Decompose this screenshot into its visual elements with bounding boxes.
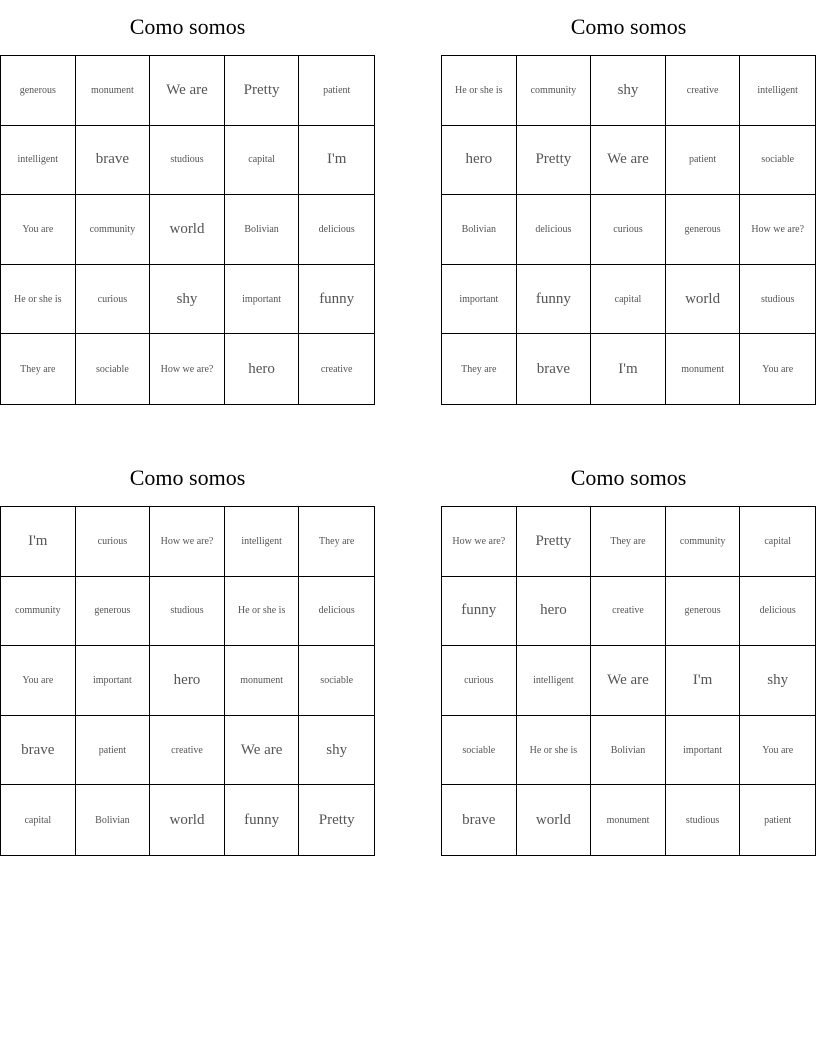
bingo-cell: delicious bbox=[517, 195, 592, 265]
bingo-cell: creative bbox=[320, 363, 353, 375]
bingo-cell: How we are? bbox=[442, 507, 517, 577]
bingo-cell: delicious bbox=[299, 195, 374, 265]
bingo-cell: patient bbox=[299, 56, 374, 126]
bingo-cell: creative bbox=[666, 56, 741, 126]
bingo-cell: world bbox=[517, 785, 592, 855]
bingo-cell: patient bbox=[666, 126, 741, 196]
bingo-cell: important bbox=[442, 265, 517, 335]
bingo-cell: funny bbox=[442, 577, 517, 647]
bingo-grid bbox=[0, 506, 375, 856]
bingo-cell: intelligent bbox=[1, 126, 76, 196]
bingo-cell: We are bbox=[225, 716, 300, 786]
bingo-cell: We are bbox=[591, 646, 666, 716]
bingo-cell: community bbox=[517, 56, 592, 126]
bingo-cell: He or she is bbox=[225, 577, 300, 647]
bingo-cell: capital bbox=[1, 785, 76, 855]
bingo-cell: brave bbox=[76, 126, 151, 196]
bingo-cell: patient bbox=[764, 814, 792, 826]
bingo-cell: How we are? bbox=[150, 507, 225, 577]
bingo-cell: funny bbox=[299, 265, 374, 335]
bingo-cell: capital bbox=[740, 507, 815, 577]
bingo-cell: brave bbox=[517, 334, 592, 404]
bingo-cell: hero bbox=[150, 646, 225, 716]
bingo-cell: You are bbox=[1, 195, 76, 265]
bingo-cell: patient bbox=[76, 716, 151, 786]
bingo-cell: monument bbox=[666, 334, 741, 404]
bingo-cell: funny bbox=[225, 785, 300, 855]
bingo-cell: They are bbox=[299, 507, 374, 577]
bingo-grid bbox=[0, 55, 375, 405]
bingo-cell: community bbox=[76, 195, 151, 265]
bingo-cell: important bbox=[666, 716, 741, 786]
bingo-cell: community bbox=[666, 507, 741, 577]
bingo-cell: curious bbox=[442, 646, 517, 716]
bingo-cell: funny bbox=[517, 265, 592, 335]
bingo-cell: curious bbox=[76, 507, 151, 577]
bingo-cell: We are bbox=[150, 56, 225, 126]
bingo-cell: intelligent bbox=[740, 56, 815, 126]
bingo-cell: community bbox=[1, 577, 76, 647]
bingo-cell: Pretty bbox=[225, 56, 300, 126]
bingo-cell: brave bbox=[442, 785, 517, 855]
bingo-cell: generous bbox=[666, 577, 741, 647]
bingo-cell: You are bbox=[1, 646, 76, 716]
bingo-cell: You are bbox=[740, 716, 815, 786]
bingo-cell: hero bbox=[225, 334, 300, 404]
card-title: Como somos bbox=[570, 465, 687, 490]
bingo-cell: delicious bbox=[299, 577, 374, 647]
bingo-cell: monument bbox=[591, 785, 666, 855]
bingo-cell: shy bbox=[150, 265, 225, 335]
bingo-grid bbox=[441, 506, 816, 856]
bingo-cell: How we are? bbox=[150, 334, 225, 404]
bingo-cell: studious bbox=[150, 126, 225, 196]
bingo-cell: I'm bbox=[1, 507, 76, 577]
bingo-cell: world bbox=[150, 785, 225, 855]
bingo-cell: He or she is bbox=[442, 56, 517, 126]
bingo-cell: shy bbox=[591, 56, 666, 126]
bingo-cell: They are bbox=[1, 334, 76, 404]
bingo-cell: They are bbox=[442, 334, 517, 404]
bingo-cell: shy bbox=[299, 716, 374, 786]
bingo-cell: sociable bbox=[76, 334, 151, 404]
bingo-cell: Bolivian bbox=[442, 195, 517, 265]
bingo-cell: They are bbox=[591, 507, 666, 577]
card-title: Como somos bbox=[570, 14, 687, 39]
bingo-cell: Pretty bbox=[318, 811, 355, 828]
bingo-cell: intelligent bbox=[517, 646, 592, 716]
bingo-cell: intelligent bbox=[225, 507, 300, 577]
bingo-cell: monument bbox=[225, 646, 300, 716]
bingo-cell: studious bbox=[740, 265, 815, 335]
bingo-cell: You are bbox=[762, 363, 794, 375]
bingo-cell: He or she is bbox=[517, 716, 592, 786]
bingo-cell: important bbox=[225, 265, 300, 335]
bingo-cell: sociable bbox=[740, 126, 815, 196]
bingo-cell: sociable bbox=[442, 716, 517, 786]
bingo-cell: studious bbox=[666, 785, 741, 855]
bingo-cell: brave bbox=[1, 716, 76, 786]
bingo-cell: generous bbox=[666, 195, 741, 265]
bingo-cell: hero bbox=[517, 577, 592, 647]
bingo-cell: We are bbox=[591, 126, 666, 196]
bingo-cell: I'm bbox=[591, 334, 666, 404]
bingo-cell: Pretty bbox=[517, 126, 592, 196]
bingo-cell: I'm bbox=[299, 126, 374, 196]
bingo-cell: capital bbox=[225, 126, 300, 196]
card-title: Como somos bbox=[129, 465, 246, 490]
bingo-cell: studious bbox=[150, 577, 225, 647]
bingo-cell: generous bbox=[1, 56, 76, 126]
bingo-cell: world bbox=[666, 265, 741, 335]
bingo-cell: hero bbox=[442, 126, 517, 196]
bingo-cell: He or she is bbox=[1, 265, 76, 335]
bingo-cell: creative bbox=[150, 716, 225, 786]
bingo-cell: shy bbox=[740, 646, 815, 716]
bingo-cell: Bolivian bbox=[225, 195, 300, 265]
bingo-cell: Pretty bbox=[517, 507, 592, 577]
bingo-cell: I'm bbox=[666, 646, 741, 716]
bingo-cell: creative bbox=[591, 577, 666, 647]
bingo-cell: curious bbox=[591, 195, 666, 265]
bingo-cell: generous bbox=[76, 577, 151, 647]
bingo-cell: Bolivian bbox=[591, 716, 666, 786]
bingo-cell: important bbox=[76, 646, 151, 716]
bingo-grid bbox=[441, 55, 816, 405]
card-title: Como somos bbox=[129, 14, 246, 39]
bingo-cell: How we are? bbox=[740, 195, 815, 265]
bingo-cell: delicious bbox=[740, 577, 815, 647]
bingo-cell: Bolivian bbox=[76, 785, 151, 855]
bingo-cell: capital bbox=[591, 265, 666, 335]
bingo-cell: sociable bbox=[299, 646, 374, 716]
bingo-cell: monument bbox=[76, 56, 151, 126]
bingo-cell: curious bbox=[76, 265, 151, 335]
bingo-cell: world bbox=[150, 195, 225, 265]
